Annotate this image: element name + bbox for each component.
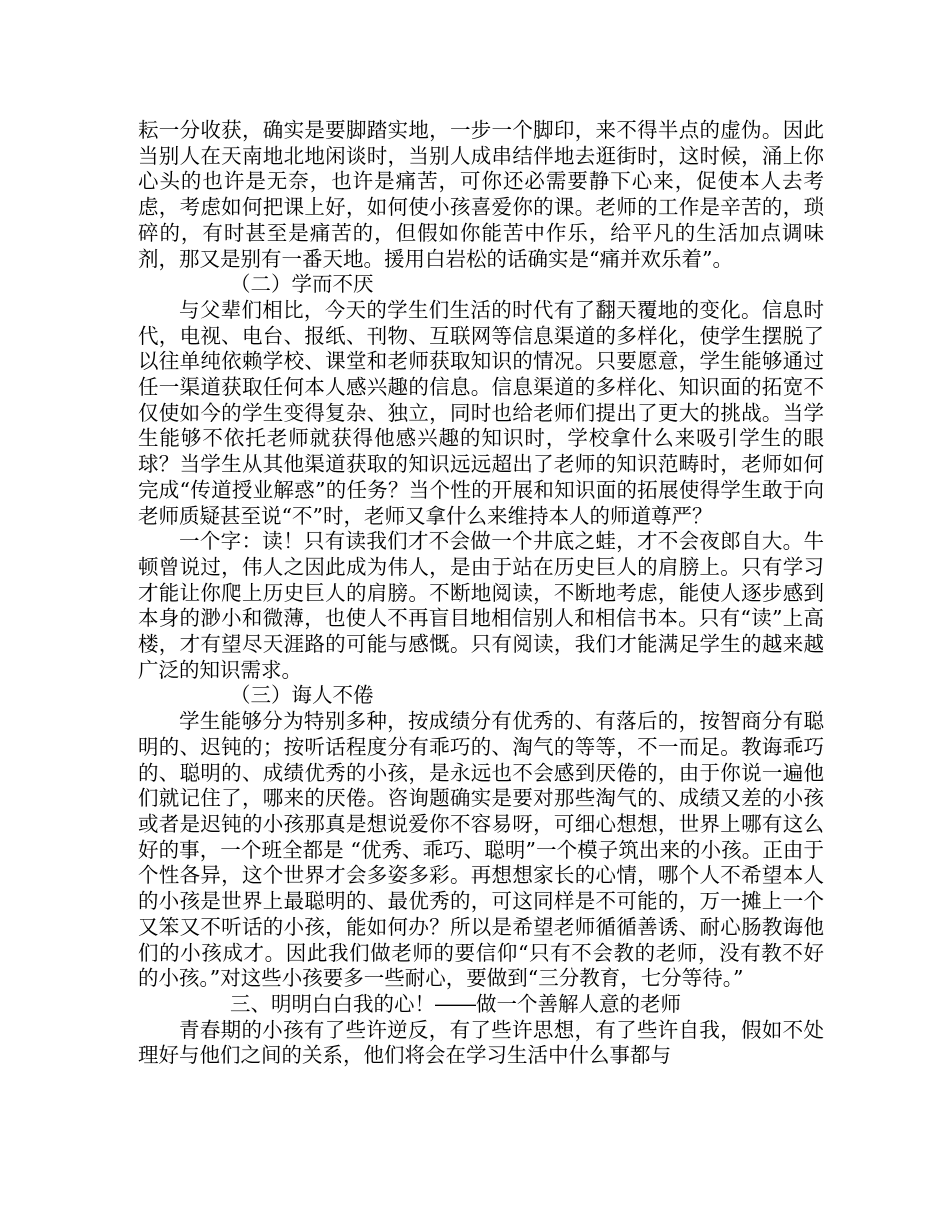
paragraph-student-types: 学生能够分为特别多种，按成绩分有优秀的、有落后的，按智商分有聪明的、迟钝的；按听话程度分有乖巧的、淘气的等等，不一而足。教诲乖巧的、聪明的、成绩优秀的小孩，是永远也不会感到厌倦的，由于你说一遍他们就记住了，哪来的厌倦。咨询题确实是要对那些淘气的、成绩又差的小孩或者是迟钝的小孩那真是想说爱你不容易呀，可细心想想，世界上哪有这么好的事，一个班全都是 “优秀、乖巧、聪明”一个模子筑出来的小孩。正由于个性各异，这个世界才会多姿多彩。再想想家长的心情，哪个人不希望本人的小孩是世界上最聪明的、最优秀的，可这同样是不可能的，万一摊上一个又笨又不听话的小孩，能如何办？所以是希望老师循循善诱、耐心肠教诲他们的小孩成才。因此我们做老师的要信仰“只有不会教的老师，没有教不好的小孩。”对这些小孩要多一些耐心，要做到“三分教育，七分等待。” [138,709,824,991]
paragraph-adolescence: 青春期的小孩有了些许逆反，有了些许思想，有了些许自我，假如不处理好与他们之间的关系，他们将会在学习生活中什么事都与 [138,1017,824,1068]
section-heading-hui-ren-bu-juan: （三）诲人不倦 [230,683,374,708]
section-heading-xue-er-bu-yan: （二）学而不厌 [230,272,374,297]
paragraph-information-age: 与父辈们相比，今天的学生们生活的时代有了翻天覆地的变化。信息时代，电视、电台、报纸、刊物、互联网等信息渠道的多样化，使学生摆脱了以往单纯依赖学校、课堂和老师获取知识的情况。只要愿意，学生能够通过任一渠道获取任何本人感兴趣的信息。信息渠道的多样化、知识面的拓宽不仅使如今的学生变得复杂、独立，同时也给老师们提出了更大的挑战。当学生能够不依托老师就获得他感兴趣的知识时，学校拿什么来吸引学生的眼球？当学生从其他渠道获取的知识远远超出了老师的知识范畴时，老师如何完成“传道授业解惑”的任务？当个性的开展和知识面的拓展使得学生敢于向老师质疑甚至说“不”时，老师又拿什么来维持本人的师道尊严？ [138,297,824,528]
section-heading-understanding-teacher: 三、明明白白我的心！――做一个善解人意的老师 [230,991,681,1016]
paragraph-reading: 一个字：读！只有读我们才不会做一个井底之蛙，才不会夜郎自大。牛顿曾说过，伟人之因此成为伟人，是由于站在历史巨人的肩膀上。只有学习才能让你爬上历史巨人的肩膀。不断地阅读，不断地考虑，能使人逐步感到本身的渺小和微薄，也使人不再盲目地相信别人和相信书本。只有“读”上高楼，才有望尽天涯路的可能与感慨。只有阅读，我们才能满足学生的越来越广泛的知识需求。 [138,529,824,682]
paragraph-continuation: 耘一分收获，确实是要脚踏实地，一步一个脚印，来不得半点的虚伪。因此当别人在天南地北地闲谈时，当别人成串结伴地去逛街时，这时候，涌上你心头的也许是无奈，也许是痛苦，可你还必需要静下心来，促使本人去考虑，考虑如何把课上好，如何使小孩喜爱你的课。老师的工作是辛苦的，琐碎的，有时甚至是痛苦的，但假如你能苦中作乐，给平凡的生活加点调味剂，那又是别有一番天地。援用白岩松的话确实是“痛并欢乐着”。 [138,118,824,271]
document-body [138,118,824,1069]
